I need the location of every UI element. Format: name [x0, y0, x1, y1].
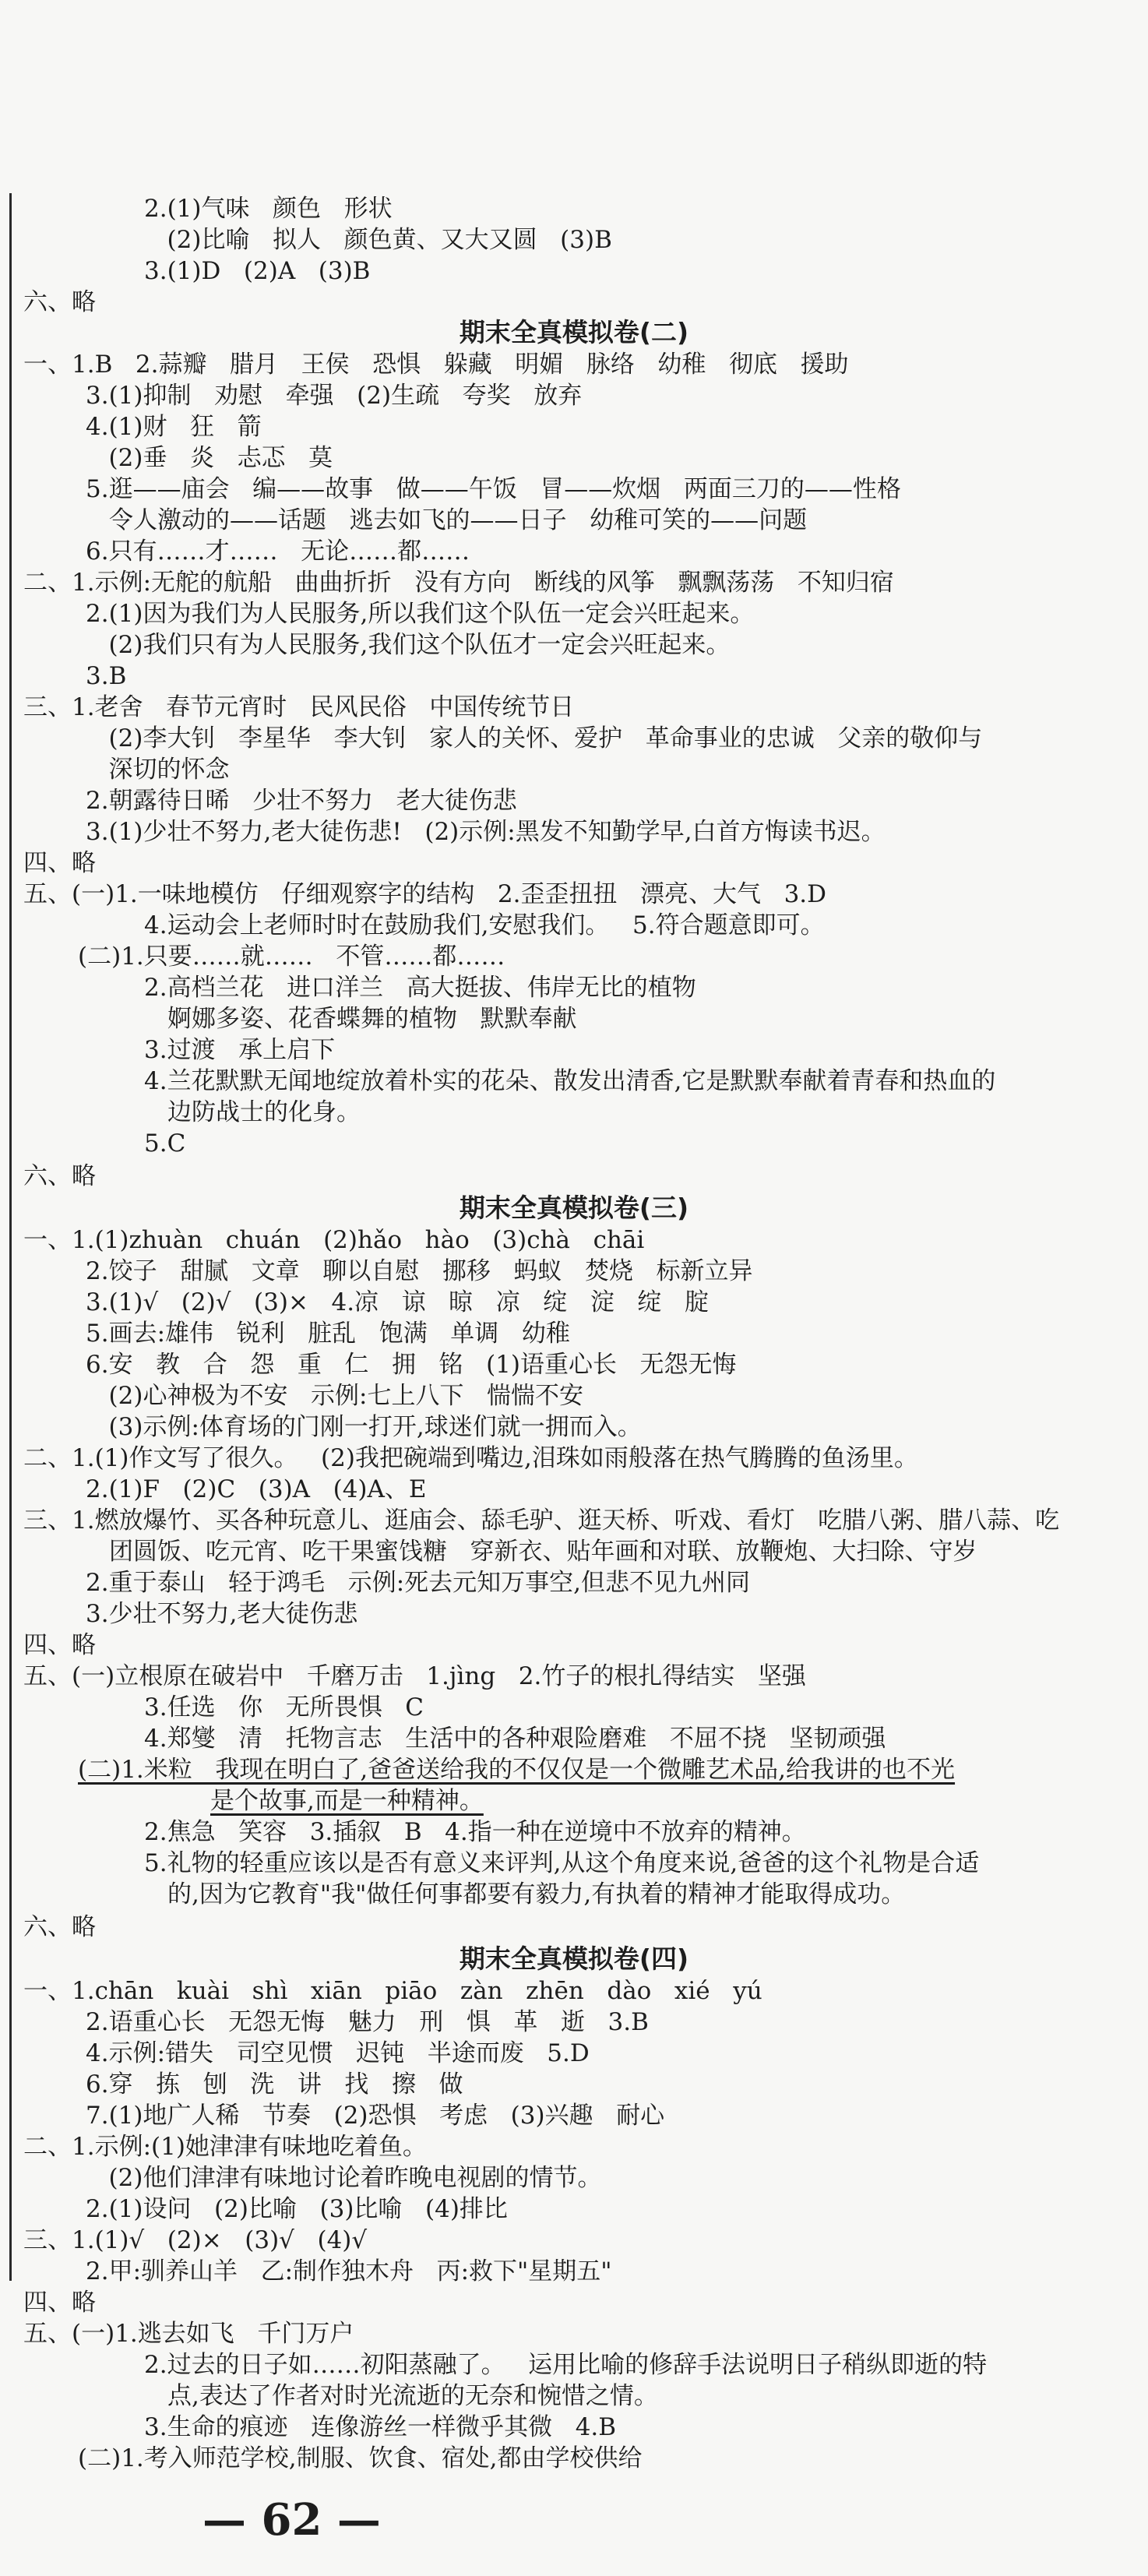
- answer-line: 六、略: [23, 1913, 96, 1941]
- answer-line: 5.逛——庙会 编——故事 做——午饭 冒——炊烟 两面三刀的——性格: [86, 475, 901, 503]
- answer-line: 5.C: [144, 1129, 186, 1158]
- answer-line: 是个故事,而是一种精神。: [210, 1787, 484, 1815]
- answer-line: 4.兰花默默无闻地绽放着朴实的花朵、散发出清香,它是默默奉献着青春和热血的: [144, 1067, 996, 1095]
- answer-line: 3.少壮不努力,老大徒伤悲: [86, 1600, 358, 1628]
- answer-line: 2.(1)F (2)C (3)A (4)A、E: [86, 1475, 427, 1503]
- answer-line: 二、1.示例:无舵的航船 曲曲折折 没有方向 断线的风筝 飘飘荡荡 不知归宿: [23, 569, 894, 597]
- answer-line: 二、1.(1)作文写了很久。 (2)我把碗端到嘴边,泪珠如雨般落在热气腾腾的鱼汤里。: [23, 1444, 918, 1472]
- answer-line: 令人激动的——话题 逃去如飞的——日子 幼稚可笑的——问题: [109, 506, 808, 534]
- answer-line: (2)我们只有为人民服务,我们这个队伍才一定会兴旺起来。: [86, 631, 731, 659]
- answer-line: 三、1.老舍 春节元宵时 民风民俗 中国传统节日: [23, 693, 575, 721]
- answer-line: 五、(一)1.一味地模仿 仔细观察字的结构 2.歪歪扭扭 漂亮、大气 3.D: [23, 880, 827, 908]
- answer-line: 3.任选 你 无所畏惧 C: [144, 1693, 424, 1721]
- answer-line: 四、略: [23, 849, 96, 877]
- answer-line: 2.(1)设问 (2)比喻 (3)比喻 (4)排比: [86, 2195, 508, 2223]
- answer-line: 3.(1)D (2)A (3)B: [144, 257, 371, 285]
- answer-line: 2.重于泰山 轻于鸿毛 示例:死去元知万事空,但悲不见九州同: [86, 1569, 750, 1597]
- section-title: 期末全真模拟卷(三): [459, 1193, 689, 1223]
- answer-line: 五、(一)1.逃去如飞 千门万户: [23, 2320, 354, 2348]
- answer-line: 2.(1)因为我们为人民服务,所以我们这个队伍一定会兴旺起来。: [86, 600, 755, 628]
- section-title: 期末全真模拟卷(四): [459, 1943, 689, 1974]
- answer-line: 2.甲:驯养山羊 乙:制作独木舟 丙:救下"星期五": [86, 2257, 612, 2285]
- answer-line: 六、略: [23, 288, 96, 316]
- answer-line: (二)1.米粒 我现在明白了,爸爸送给我的不仅仅是一个微雕艺术品,给我讲的也不光: [78, 1756, 956, 1784]
- answer-line: 5.礼物的轻重应该以是否有意义来评判,从这个角度来说,爸爸的这个礼物是合适: [144, 1849, 980, 1877]
- answer-line: 5.画去:雄伟 锐利 脏乱 饱满 单调 幼稚: [86, 1320, 570, 1348]
- page-number: — 62 —: [202, 2494, 381, 2546]
- section-title: 期末全真模拟卷(二): [459, 317, 689, 347]
- answer-line: 2.高档兰花 进口洋兰 高大挺拔、伟岸无比的植物: [144, 974, 696, 1002]
- answer-line: 的,因为它教育"我"做任何事都要有毅力,有执着的精神才能取得成功。: [167, 1880, 906, 1908]
- answer-line: 4.(1)财 狂 箭: [86, 413, 262, 441]
- answer-line: 一、1.B 2.蒜瓣 腊月 王侯 恐惧 躲藏 明媚 脉络 幼稚 彻底 援助: [23, 351, 849, 379]
- answer-line: (二)1.只要……就…… 不管……都……: [78, 943, 505, 971]
- answer-line: 4.示例:错失 司空见惯 迟钝 半途而废 5.D: [86, 2039, 590, 2067]
- answer-line: 3.(1)抑制 劝慰 牵强 (2)生疏 夸奖 放弃: [86, 382, 583, 410]
- answer-line: 3.过渡 承上启下: [144, 1036, 336, 1064]
- answer-line: (2)垂 炎 忐忑 莫: [86, 444, 333, 472]
- answer-line: (2)比喻 拟人 颜色黄、又大又圆 (3)B: [144, 226, 612, 254]
- answer-line: 2.饺子 甜腻 文章 聊以自慰 挪移 蚂蚁 焚烧 标新立异: [86, 1257, 753, 1285]
- answer-line: 6.穿 拣 刨 洗 讲 找 擦 做: [86, 2070, 463, 2099]
- answer-line: 6.只有……才…… 无论……都……: [86, 537, 470, 566]
- answer-line: 6.安 教 合 怨 重 仁 拥 铭 (1)语重心长 无怨无悔: [86, 1351, 737, 1379]
- answer-line: 4.郑燮 清 托物言志 生活中的各种艰险磨难 不屈不挠 坚韧顽强: [144, 1725, 886, 1753]
- answer-line: 2.语重心长 无怨无悔 魅力 刑 惧 革 逝 3.B: [86, 2008, 649, 2036]
- answer-line: 3.(1)少壮不努力,老大徒伤悲! (2)示例:黑发不知勤学早,白首方悔读书迟。: [86, 818, 886, 846]
- answer-line: 六、略: [23, 1162, 96, 1190]
- answer-line: 4.运动会上老师时时在鼓励我们,安慰我们。 5.符合题意即可。: [144, 911, 825, 939]
- answer-line: 三、1.燃放爆竹、买各种玩意儿、逛庙会、舔毛驴、逛天桥、听戏、看灯 吃腊八粥、腊八蒜、吃: [23, 1506, 1060, 1535]
- answer-line: 一、1.chān kuài shì xiān piāo zàn zhēn dào xié yú: [23, 1977, 762, 2005]
- answer-line: (2)心神极为不安 示例:七上八下 惴惴不安: [86, 1382, 584, 1410]
- answer-line: 点,表达了作者对时光流逝的无奈和惋惜之情。: [167, 2382, 658, 2410]
- answer-line: 3.B: [86, 662, 127, 690]
- answer-line: 婀娜多姿、花香蝶舞的植物 默默奉献: [167, 1005, 577, 1033]
- answer-line: (2)李大钊 李星华 李大钊 家人的关怀、爱护 革命事业的忠诚 父亲的敬仰与: [86, 724, 983, 752]
- answer-line: 3.生命的痕迹 连像游丝一样微乎其微 4.B: [144, 2413, 617, 2441]
- answer-line: 四、略: [23, 1631, 96, 1659]
- answer-line: 2.过去的日子如……初阳蒸融了。 运用比喻的修辞手法说明日子稍纵即逝的特: [144, 2351, 988, 2379]
- answer-line: 3.(1)√ (2)√ (3)× 4.凉 谅 晾 凉 绽 淀 绽 腚: [86, 1288, 709, 1316]
- answer-line: (二)1.考入师范学校,制服、饮食、宿处,都由学校供给: [78, 2444, 643, 2472]
- answer-line: (2)他们津津有味地讨论着昨晚电视剧的情节。: [86, 2164, 602, 2192]
- answer-line: 五、(一)立根原在破岩中 千磨万击 1.jìng 2.竹子的根扎得结实 坚强: [23, 1662, 806, 1690]
- answer-line: 三、1.(1)√ (2)× (3)√ (4)√: [23, 2226, 368, 2254]
- answer-line: 一、1.(1)zhuàn chuán (2)hǎo hào (3)chà chāi: [23, 1226, 645, 1254]
- answer-line: 团圆饭、吃元宵、吃干果蜜饯糖 穿新衣、贴年画和对联、放鞭炮、大扫除、守岁: [109, 1538, 977, 1566]
- answer-line: 2.朝露待日晞 少壮不努力 老大徒伤悲: [86, 787, 517, 815]
- answer-line: (3)示例:体育场的门刚一打开,球迷们就一拥而入。: [86, 1413, 642, 1441]
- answer-line: 7.(1)地广人稀 节奏 (2)恐惧 考虑 (3)兴趣 耐心: [86, 2102, 665, 2130]
- answer-line: 深切的怀念: [86, 756, 230, 784]
- answer-line: 二、1.示例:(1)她津津有味地吃着鱼。: [23, 2133, 427, 2161]
- answer-line: 边防战士的化身。: [167, 1098, 361, 1126]
- answer-line: 四、略: [23, 2289, 96, 2317]
- answer-line: 2.焦急 笑容 3.插叙 B 4.指一种在逆境中不放弃的精神。: [144, 1818, 806, 1846]
- answer-line: 2.(1)气味 颜色 形状: [144, 195, 393, 223]
